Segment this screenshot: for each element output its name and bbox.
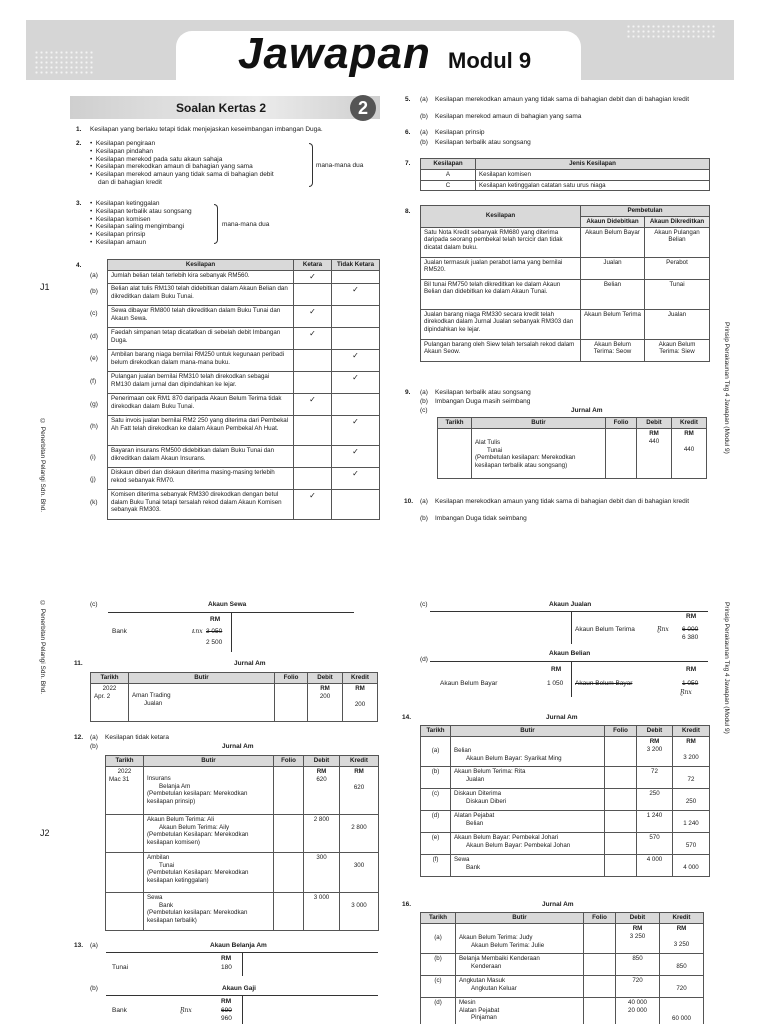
answer-text: Imbangan Duga tidak seimbang <box>435 515 527 522</box>
question-number: 11. <box>74 660 83 667</box>
page-title: Jawapan <box>238 29 431 78</box>
row-key: (f) <box>90 378 97 385</box>
list-item: • Kesilapan komisen <box>90 215 151 223</box>
sub-label: (c) <box>90 601 98 608</box>
row-key: (a) <box>90 272 98 279</box>
journal-title: Jurnal Am <box>571 407 603 414</box>
brace-note: mana-mana dua <box>222 221 270 228</box>
row-key: (i) <box>90 454 96 461</box>
q14-journal: Tarikh Butir Folio Debit Kredit (a) Belian Akaun Belum Bayar: Syarikat Ming RM 3 200 RM 3 200 (b) Akaun Belum Terima: Rita Jualan 72 72 (c) Diskaun Diterima Diskaun Diberi 250 250 (d) Alatan Pejabat Belian 1 240 1 240 (e) Akaun Belum Bayar: Pembekal Johari Akaun Belum Bayar: Pembekal Johan 570 570 (f) Sewa Bank 4 000 4 000 <box>420 725 710 877</box>
list-item: • Kesilapan merekod pada satu akaun sahaja <box>90 155 223 163</box>
module-label: Modul 9 <box>448 48 532 73</box>
sub-label: (b) <box>420 398 428 405</box>
ledger-value: 1 050 <box>547 680 564 687</box>
table-row: Akaun Belum Terima: Ali Akaun Belum Terima: Aily (Pembetulan Kesilapan: Merekodkan kesilapan komisen) 2 800 2 800 <box>106 814 379 852</box>
table-row: Jumlah belian telah terlebih kira sebanyak RM560. ✓ <box>108 270 380 283</box>
list-item: • Kesilapan terbalik atau songsang <box>90 207 192 215</box>
table-row: (e) Akaun Belum Bayar: Pembekal Johari Akaun Belum Bayar: Pembekal Johan 570 570 <box>421 832 710 854</box>
column-header: Ketara <box>294 260 332 271</box>
table-row: (d) Alatan Pejabat Belian 1 240 1 240 <box>421 810 710 832</box>
column-header: Tidak Ketara <box>332 260 380 271</box>
table-row: Ambilan Tunai (Pembetulan Kesilapan: Merekodkan kesilapan ketinggalan) 300 300 <box>106 852 379 892</box>
row-key: (c) <box>90 310 98 317</box>
table-row: A Kesilapan komisen <box>421 169 710 180</box>
table-row: Penerimaan cek RM1 870 daripada Akaun Belum Terima tidak direkodkan dalam Buku Tunai. ✓ <box>108 393 380 415</box>
ledger-value: 2 500 <box>206 639 223 646</box>
sub-label: (c) <box>420 601 428 608</box>
ledger-title: Akaun Belian <box>549 650 591 657</box>
ledger-title: Akaun Sewa <box>208 601 247 608</box>
list-item: • Kesilapan prinsip <box>90 231 146 239</box>
q7-table <box>420 158 710 191</box>
copyright-text: © Penerbitan Pelangi Sdn. Bhd. <box>39 600 47 695</box>
q4-table <box>107 259 380 520</box>
table-row: C Kesilapan ketinggalan catatan satu urus niaga <box>421 180 710 191</box>
unit-label: RM <box>221 955 232 962</box>
section-badge: 2 <box>350 95 376 121</box>
sub-label: (a) <box>420 389 428 396</box>
bullet-list <box>90 140 274 187</box>
question-number: 3. <box>76 200 82 207</box>
table-row: Jualan barang niaga RM330 secara kredit telah direkodkan dalam Jurnal Jualan sebanyak RM303 dan dipindahkan ke lejar. Akaun Belum Terima Jualan <box>421 309 710 339</box>
list-item: • Kesilapan ketinggalan <box>90 200 160 207</box>
question-number: 7. <box>405 160 411 167</box>
question-number: 8. <box>405 208 411 215</box>
table-row: Pulangan jualan bernilai RM310 telah direkodkan sebagai RM130 dalam jurnal dan dipindahkan ke lejar. ✓ <box>108 371 380 393</box>
table-row: (c) Diskaun Diterima Diskaun Diberi 250 250 <box>421 788 710 810</box>
answer-text: Kesilapan merekodkan amaun yang tidak sama di bahagian debit dan di bahagian kredit <box>435 498 690 505</box>
question-number: 13. <box>74 942 84 949</box>
t-account-line <box>242 995 243 1024</box>
sub-label: (b) <box>90 985 98 992</box>
sub-label: (a) <box>90 734 98 741</box>
row-key: (b) <box>90 288 98 295</box>
brace <box>214 204 218 244</box>
answer-text: Kesilapan terbalik atau songsang <box>435 389 531 396</box>
initials-mark: Ɽnx <box>680 689 692 696</box>
question-number: 5. <box>405 96 411 103</box>
list-item: dan di bahagian kredit <box>98 178 162 186</box>
row-key: (e) <box>90 355 98 362</box>
list-item: • Kesilapan pindahan <box>90 147 153 155</box>
table-row: Sewa dibayar RM800 telah dikreditkan dalam Buku Tunai dan Akaun Sewa. ✓ <box>108 305 380 327</box>
ledger-value: 180 <box>221 964 232 971</box>
answer-text: Kesilapan tidak ketara <box>105 734 169 741</box>
unit-label: RM <box>686 666 697 673</box>
q8-table <box>420 205 710 362</box>
section-title: Soalan Kertas 2 <box>176 101 267 115</box>
t-account-line <box>571 661 572 697</box>
table-row: Pulangan barang oleh Siew telah tersalah rekod dalam Akaun Seow. Akaun Belum Terima: Seow Akaun Belum Terima: Siew <box>421 339 710 361</box>
journal-title: Jurnal Am <box>546 714 578 721</box>
table-row: Bil tunai RM750 telah dikreditkan ke dalam Akaun Belian dan didebitkan ke dalam Akaun Tunai. Belian Tunai <box>421 279 710 309</box>
table-row: (b) Akaun Belum Terima: Rita Jualan 72 72 <box>421 766 710 788</box>
sub-label: (b) <box>420 113 428 120</box>
table-row: Diskaun diberi dan diskaun diterima masing-masing terlebih rekod sebanyak RM70. ✓ <box>108 467 380 489</box>
question-number: 6. <box>405 129 411 136</box>
column-header: Kesilapan <box>421 206 581 228</box>
answer-text: Kesilapan terbalik atau songsang <box>435 139 531 146</box>
table-row: 2022 Mac 31 Insurans Belanja Am (Pembetulan kesilapan: Merekodkan kesilapan prinsip) RM 620 RM 620 <box>106 766 379 814</box>
column-header: Pembetulan <box>581 206 710 217</box>
table-row: Alat Tulis Tunai (Pembetulan kesilapan: Merekodkan kesilapan terbalik atau songsang) RM 440 RM 440 <box>438 428 707 478</box>
unit-label: RM <box>221 998 232 1005</box>
side-title: Prinsip Perakaunan Tkg 4 Jawapan (Modul 9) <box>723 602 731 734</box>
struck-value: 3 050 <box>206 628 223 635</box>
table-row: 2022 Apr. 2 Aman Trading Jualan RM 200 RM 200 <box>91 683 378 721</box>
row-key: (k) <box>90 499 98 506</box>
ledger-title: Akaun Jualan <box>549 601 592 608</box>
ledger-item: Tunai <box>112 964 129 971</box>
journal-title: Jurnal Am <box>222 743 254 750</box>
t-account-line <box>430 611 708 612</box>
sub-label: (b) <box>420 515 428 522</box>
ledger-item: Bank <box>112 1007 127 1014</box>
journal-title: Jurnal Am <box>234 660 266 667</box>
dot-pattern-decoration <box>34 50 94 74</box>
page-number: J1 <box>40 282 50 292</box>
unit-label: RM <box>551 666 562 673</box>
question-number: 12. <box>74 734 84 741</box>
table-row: (b) Belanja Membaiki Kenderaan Kenderaan 850 850 <box>421 953 704 975</box>
ledger-item: Akaun Belum Terima <box>575 626 635 633</box>
copyright-text: © Penerbitan Pelangi Sdn. Bhd. <box>39 418 47 513</box>
question-number: 1. <box>76 126 82 133</box>
ledger-value: 960 <box>221 1015 232 1022</box>
row-key: (j) <box>90 476 96 483</box>
struck-value: 1 050 <box>682 680 699 687</box>
table-row: (a) Belian Akaun Belum Bayar: Syarikat Ming RM 3 200 RM 3 200 <box>421 736 710 766</box>
answer-text: Kesilapan merekod amaun di bahagian yang sama <box>435 113 582 120</box>
ledger-item: Akaun Belum Bayar <box>440 680 498 687</box>
journal-title: Jurnal Am <box>542 901 574 908</box>
struck-value: 6 000 <box>682 626 699 633</box>
initials-mark: Ɽnx <box>180 1007 192 1014</box>
struck-value: 690 <box>221 1007 232 1014</box>
question-number: 10. <box>404 498 414 505</box>
question-number: 16. <box>402 901 412 908</box>
q12-journal: Tarikh Butir Folio Debit Kredit 2022 Mac 31 Insurans Belanja Am (Pembetulan kesilapan: Merekodkan kesilapan prinsip) RM 620 RM 620 Akaun Belum Terima: Ali Akaun Belum Terima: Aily (Pembetulan Kesilapan: Merekodkan kesilapan komisen) 2 800 2 800 Ambilan Tunai (Pembetulan Kesilapan: Merekodkan kesilapan ketinggalan) 300 300 Sewa Bank (Pembetulan kesilapan: Merekodkan kesilapan terbalik) 3 000 3 000 <box>105 755 379 931</box>
ledger-title: Akaun Gaji <box>222 985 256 992</box>
row-key: (h) <box>90 423 98 430</box>
page-number: J2 <box>40 828 50 838</box>
section-banner <box>70 96 380 119</box>
table-row: Jualan termasuk jualan perabot lama yang bernilai RM520. Jualan Perabot <box>421 257 710 279</box>
column-header: Akaun Dikreditkan <box>645 216 710 227</box>
list-item: • Kesilapan saling mengimbangi <box>90 223 185 231</box>
list-item: • Kesilapan merekod amaun yang tidak sama di bahagian debit <box>90 171 274 179</box>
answer-text: Kesilapan prinsip <box>435 129 485 136</box>
t-account-line <box>571 611 572 644</box>
table-row: Satu invois jualan bernilai RM2 250 yang diterima dari Pembekal Ah Fatt telah direkodkan ke dalam Akaun Pembekal Ah Huat. ✓ <box>108 415 380 445</box>
table-row: (c) Angkutan Masuk Angkutan Keluar 720 720 <box>421 975 704 997</box>
bullet-list <box>90 200 192 247</box>
ledger-title: Akaun Belanja Am <box>210 942 267 949</box>
table-row: Satu Nota Kredit sebanyak RM680 yang diterima daripada seorang pembekal telah tercicir dan tidak dicatat dalam buku. Akaun Belum Bayar Akaun Pulangan Belian <box>421 227 710 257</box>
sub-label: (a) <box>90 942 98 949</box>
sub-label: (a) <box>420 96 428 103</box>
ledger-item: Bank <box>112 628 127 635</box>
answer-text: Kesilapan yang berlaku tetapi tidak menjejaskan keseimbangan imbangan Duga. <box>90 126 323 133</box>
dot-pattern-decoration <box>626 24 716 38</box>
question-number: 9. <box>405 389 411 396</box>
question-number: 14. <box>402 714 412 721</box>
unit-label: RM <box>210 616 221 623</box>
table-row: (d) Mesin Alatan Pejabat Pinjaman 40 000 20 000 60 000 <box>421 997 704 1024</box>
list-item: • Kesilapan merekodkan amaun di bahagian yang sama <box>90 163 253 171</box>
list-item: • Kesilapan amaun <box>90 238 147 246</box>
column-header: Kesilapan <box>421 159 476 170</box>
column-header: Akaun Didebitkan <box>581 216 645 227</box>
table-row: Bayaran insurans RM500 didebitkan dalam Buku Tunai dan dikreditkan dalam Akaun Insurans. ✓ <box>108 445 380 467</box>
sub-label: (a) <box>420 498 428 505</box>
initials-mark: Ɫnx <box>192 628 203 635</box>
sub-label: (b) <box>420 139 428 146</box>
table-row: Ambilan barang niaga bernilai RM250 untuk kegunaan peribadi belum direkodkan dalam mana-mana buku. ✓ <box>108 349 380 371</box>
struck-item: Akaun Belum Bayar <box>575 680 633 687</box>
sub-label: (a) <box>420 129 428 136</box>
q16-journal: Tarikh Butir Folio Debit Kredit (a) Akaun Belum Terima: Judy Akaun Belum Terima: Julie RM 3 250 RM 3 250 (b) Belanja Membaiki Kenderaan Kenderaan 850 850 (c) Angkutan Masuk Angkutan Keluar 720 720 (d) Mesin Alatan Pejabat Pinjaman 40 000 20 000 60 000 <box>420 912 704 1024</box>
sub-label: (d) <box>420 656 428 663</box>
table-row: Sewa Bank (Pembetulan kesilapan: Merekodkan kesilapan terbalik) 3 000 3 000 <box>106 892 379 930</box>
question-number: 4. <box>76 262 82 269</box>
table-row: Faedah simpanan tetap dicatatkan di sebelah debit Imbangan Duga. ✓ <box>108 327 380 349</box>
t-account-line <box>242 952 243 976</box>
q11-journal: Tarikh Butir Folio Debit Kredit 2022 Apr. 2 Aman Trading Jualan RM 200 RM 200 <box>90 672 378 722</box>
sub-label: (b) <box>90 743 98 750</box>
unit-label: RM <box>686 613 697 620</box>
column-header: Kesilapan <box>108 260 294 271</box>
brace <box>309 143 313 187</box>
column-header: Jenis Kesilapan <box>476 159 710 170</box>
answer-text: Kesilapan merekodkan amaun yang tidak sama di bahagian debit dan di bahagian kredit <box>435 96 690 103</box>
sub-label: (c) <box>420 407 428 414</box>
t-account-line <box>430 661 708 662</box>
table-row: Belian alat tulis RM130 telah didebitkan dalam Akaun Belian dan dikreditkan dalam Buku Tunai. ✓ <box>108 283 380 305</box>
row-key: (d) <box>90 333 98 340</box>
ledger-value: 6 380 <box>682 634 699 641</box>
side-title: Prinsip Perakaunan Tkg 4 Jawapan (Modul 9) <box>723 322 731 454</box>
table-row: Komisen diterima sebanyak RM330 direkodkan dengan betul dalam Buku Tunai tetapi tersalah rekod dalam Akaun Komisen sebanyak RM303. ✓ <box>108 489 380 519</box>
table-row: (a) Akaun Belum Terima: Judy Akaun Belum Terima: Julie RM 3 250 RM 3 250 <box>421 923 704 953</box>
list-item: • Kesilapan pengiraan <box>90 140 156 147</box>
table-row: (f) Sewa Bank 4 000 4 000 <box>421 854 710 876</box>
t-account-line <box>231 612 232 652</box>
brace-note: mana-mana dua <box>316 162 364 169</box>
answer-text: Imbangan Duga masih seimbang <box>435 398 531 405</box>
row-key: (g) <box>90 401 98 408</box>
question-number: 2. <box>76 140 82 147</box>
initials-mark: Ɽnx <box>657 626 669 633</box>
q9-journal: Tarikh Butir Folio Debit Kredit Alat Tulis Tunai (Pembetulan kesilapan: Merekodkan kesilapan terbalik atau songsang) RM 440 RM 440 <box>437 417 707 479</box>
